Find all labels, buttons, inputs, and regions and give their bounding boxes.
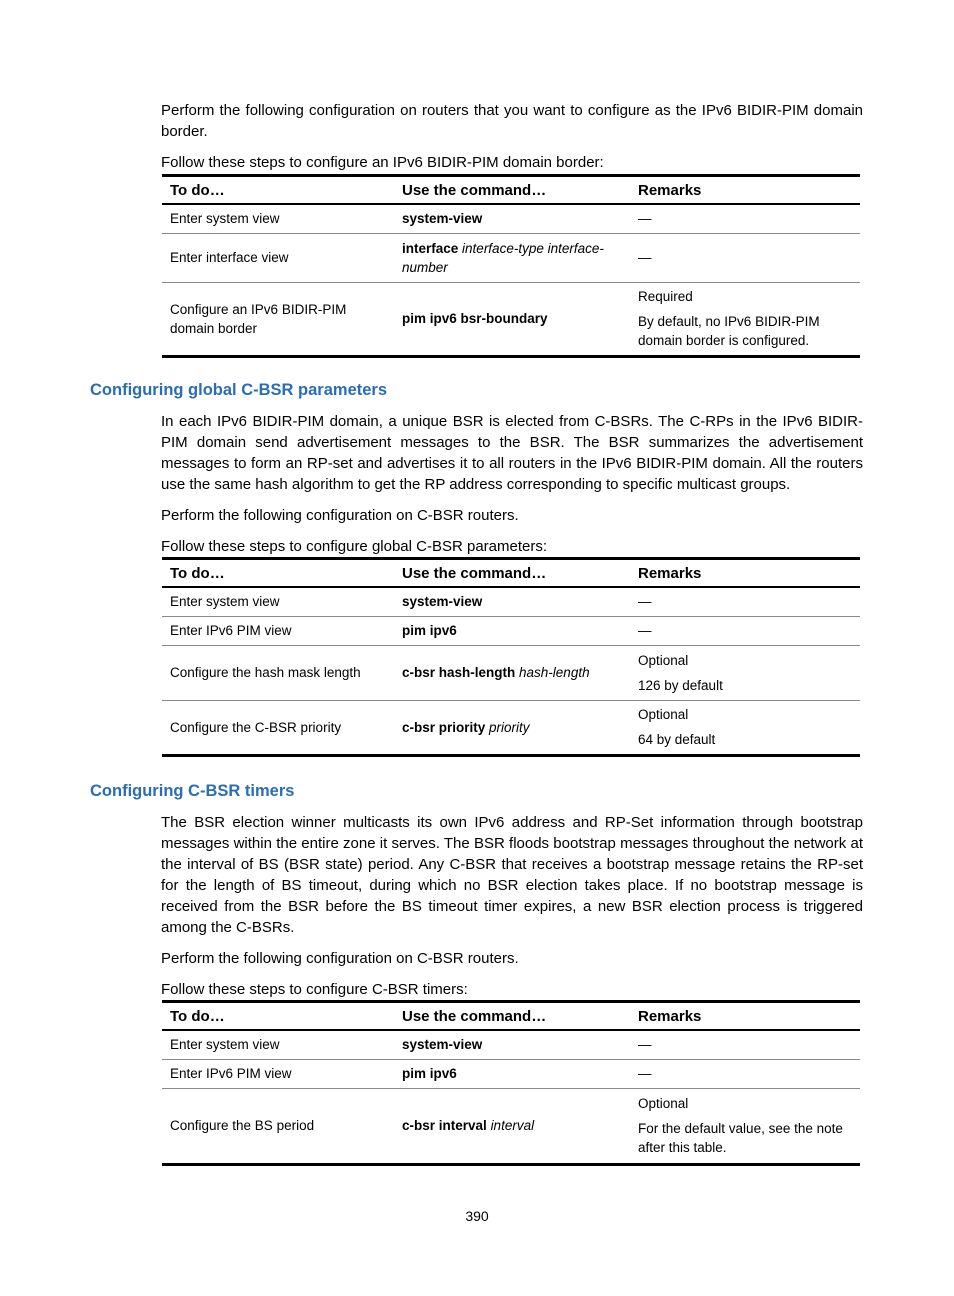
todo-cell: Enter system view <box>170 594 280 610</box>
remarks-cell: — <box>638 1037 652 1053</box>
cbsr-timers-table <box>162 1000 860 1166</box>
table-row <box>162 616 860 645</box>
table-row <box>162 645 860 700</box>
remarks-cell: Optional 126 by default <box>630 645 860 700</box>
remarks-cell: — <box>638 211 652 227</box>
section1-perform-line: Perform the following configuration on C-BSR routers. <box>161 507 519 524</box>
header-todo: To do… <box>162 559 394 588</box>
todo-cell: Configure the C-BSR priority <box>162 700 394 755</box>
section1-steps-line: Follow these steps to configure global C-BSR parameters: <box>161 538 548 555</box>
remarks-cell: Optional For the default value, see the note after this table. <box>630 1088 860 1164</box>
section1-paragraph: In each IPv6 BIDIR-PIM domain, a unique BSR is elected from C-BSRs. The C-RPs in the IPv6 BIDIR-PIM domain send advertisement messages to the BSR. The BSR summarizes the advertisement messages to form an RP-set and advertises it to all routers in the IPv6 BIDIR-PIM domain. All the routers use the same hash algorithm to get the RP address corresponding to specific multicast groups. <box>161 413 863 493</box>
command-cell: interface interface-type interface-number <box>394 233 630 282</box>
command-cell: system-view <box>402 594 483 610</box>
table-row <box>162 233 860 282</box>
header-todo: To do… <box>162 1002 394 1031</box>
remarks-cell: — <box>638 594 652 610</box>
header-command: Use the command… <box>394 176 630 205</box>
intro-paragraph: Perform the following configuration on routers that you want to configure as the IPv6 BIDIR-PIM domain border. <box>161 102 863 140</box>
remarks-cell: — <box>630 616 860 645</box>
command-cell: system-view <box>402 1037 483 1053</box>
table-row <box>162 282 860 356</box>
intro-steps-line: Follow these steps to configure an IPv6 BIDIR-PIM domain border: <box>161 154 604 171</box>
section-heading-cbsr-timers: Configuring C-BSR timers <box>90 782 295 800</box>
table-row <box>162 587 860 616</box>
page-number: 390 <box>465 1208 489 1224</box>
section2-perform-line: Perform the following configuration on C-BSR routers. <box>161 950 519 967</box>
command-cell: pim ipv6 <box>394 1059 630 1088</box>
command-cell: c-bsr hash-length hash-length <box>394 645 630 700</box>
remarks-cell: — <box>630 233 860 282</box>
todo-cell: Configure the BS period <box>162 1088 394 1164</box>
table-row <box>162 1059 860 1088</box>
global-cbsr-table <box>162 557 860 757</box>
header-todo: To do… <box>162 176 394 205</box>
todo-cell: Configure the hash mask length <box>162 645 394 700</box>
todo-cell: Enter interface view <box>162 233 394 282</box>
table-row <box>162 700 860 755</box>
section2-paragraph: The BSR election winner multicasts its own IPv6 address and RP-Set information through bootstrap messages within the entire zone it serves. The BSR floods bootstrap messages throughout the network at the interval of BS (BSR state) period. Any C-BSR that receives a bootstrap message retains the RP-set for the length of BS timeout, during which no BSR election takes place. If no bootstrap message is received from the BSR before the BS timeout timer expires, a new BSR election process is triggered among the C-BSRs. <box>161 814 863 936</box>
remarks-cell: Optional 64 by default <box>630 700 860 755</box>
todo-cell: Enter IPv6 PIM view <box>162 1059 394 1088</box>
command-cell: pim ipv6 bsr-boundary <box>394 282 630 356</box>
header-command: Use the command… <box>394 1002 630 1031</box>
section-heading-global-cbsr: Configuring global C-BSR parameters <box>90 381 388 399</box>
todo-cell: Configure an IPv6 BIDIR-PIM domain border <box>162 282 394 356</box>
command-cell: pim ipv6 <box>394 616 630 645</box>
command-cell: system-view <box>402 211 483 227</box>
command-cell: c-bsr interval interval <box>394 1088 630 1164</box>
table-row <box>162 1030 860 1059</box>
domain-border-table <box>162 174 860 358</box>
section2-steps-line: Follow these steps to configure C-BSR timers: <box>161 981 468 998</box>
command-cell: c-bsr priority priority <box>394 700 630 755</box>
remarks-cell: Required By default, no IPv6 BIDIR-PIM domain border is configured. <box>630 282 860 356</box>
header-command: Use the command… <box>394 559 630 588</box>
todo-cell: Enter IPv6 PIM view <box>162 616 394 645</box>
header-remarks: Remarks <box>630 176 860 205</box>
todo-cell: Enter system view <box>170 1037 280 1053</box>
table-row <box>162 1088 860 1164</box>
header-remarks: Remarks <box>630 1002 860 1031</box>
remarks-cell: — <box>630 1059 860 1088</box>
table-row <box>162 204 860 233</box>
header-remarks: Remarks <box>630 559 860 588</box>
todo-cell: Enter system view <box>170 211 280 227</box>
